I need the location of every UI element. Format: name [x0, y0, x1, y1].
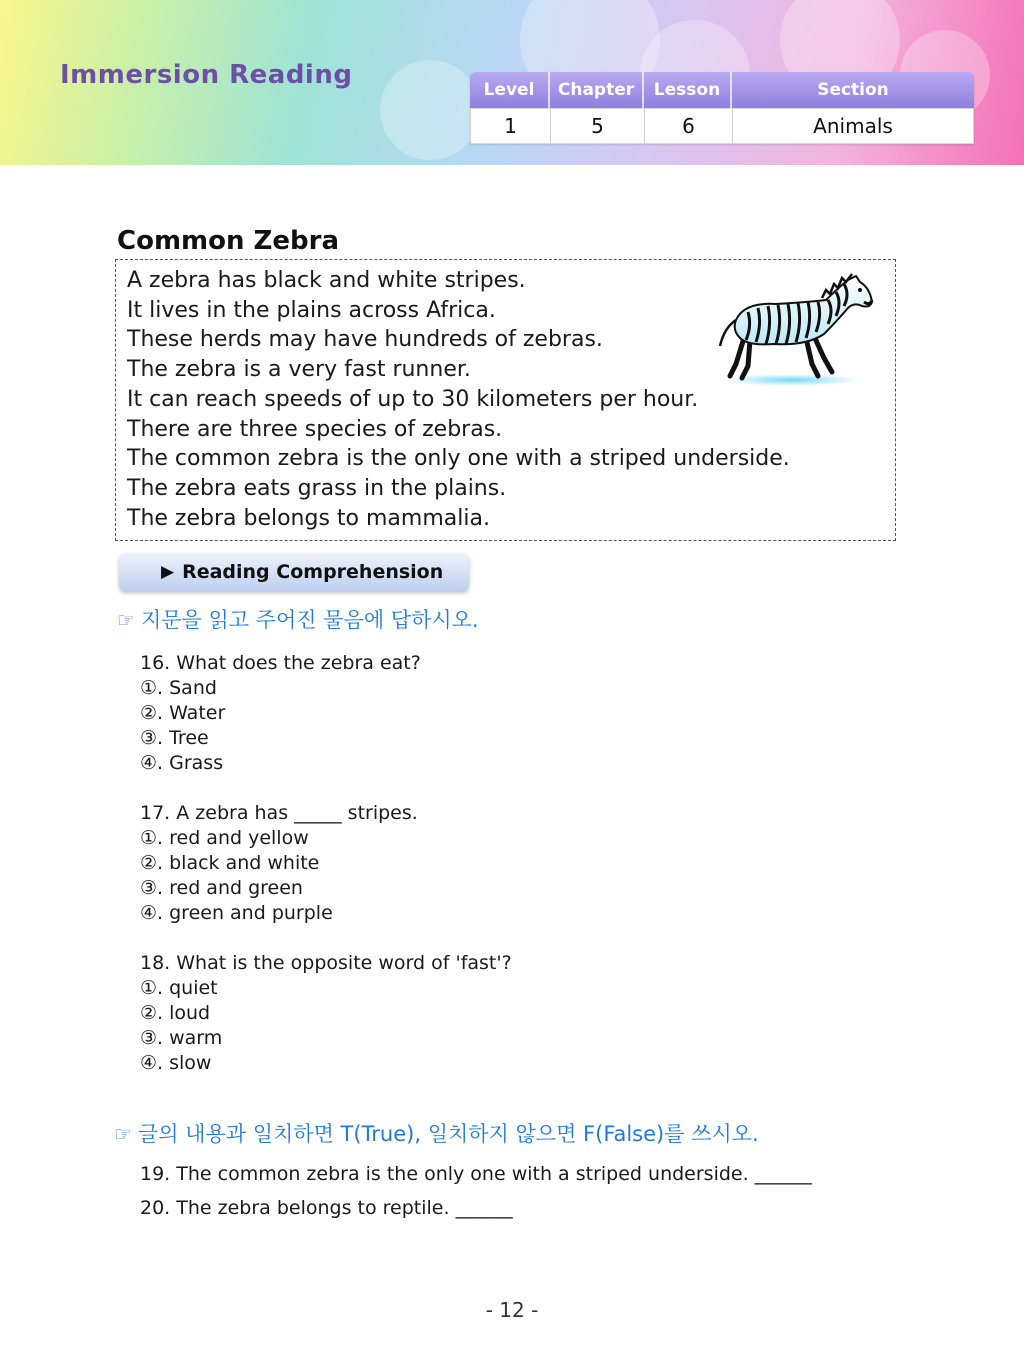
story-box: [115, 259, 896, 541]
decor-bubble: [380, 60, 480, 160]
instruction-true-false: [114, 1118, 759, 1148]
story-line: The common zebra is the only one with a striped underside.: [127, 446, 790, 472]
answer-option: ④. green and purple: [140, 902, 333, 924]
play-arrow-icon: ▶: [161, 562, 175, 582]
answer-option: ①. Sand: [140, 677, 217, 699]
page-number: - 12 -: [485, 1298, 539, 1322]
reading-comprehension-label: Reading Comprehension: [182, 561, 444, 583]
header-section: Section: [817, 80, 889, 100]
pointing-hand-icon: ☞: [117, 608, 135, 632]
question-block-17: [140, 801, 512, 926]
answer-option: ④. slow: [140, 1052, 212, 1074]
answer-option: ③. Tree: [140, 727, 209, 749]
story-line: The zebra is a very fast runner.: [127, 357, 471, 383]
instruction-text: 글의 내용과 일치하면 T(True), 일치하지 않으면 F(False)를 쓰시오.: [137, 1122, 759, 1146]
question-block-16: [140, 651, 512, 776]
true-false-question-19: 19. The common zebra is the only one with a striped underside. ______: [140, 1163, 812, 1185]
value-level: 1: [471, 109, 551, 143]
question-text: 18. What is the opposite word of 'fast'?: [140, 952, 512, 974]
reading-comprehension-button[interactable]: [119, 553, 469, 591]
story-line: These herds may have hundreds of zebras.: [127, 327, 603, 353]
header-chapter: Chapter: [550, 72, 644, 108]
story-text: [127, 266, 790, 533]
question-block-18: [140, 951, 512, 1076]
header-lesson: Lesson: [644, 72, 732, 108]
answer-option: ①. red and yellow: [140, 827, 309, 849]
lesson-info-header-row: [470, 72, 974, 108]
answer-option: ①. quiet: [140, 977, 218, 999]
story-line: A zebra has black and white stripes.: [127, 268, 526, 293]
app-title: Immersion Reading: [60, 60, 353, 90]
answer-option: ②. Water: [140, 702, 226, 724]
pointing-hand-icon: ☞: [114, 1122, 132, 1146]
value-chapter: 5: [551, 109, 645, 143]
story-line: The zebra belongs to mammalia.: [127, 505, 490, 531]
story-line: The zebra eats grass in the plains.: [127, 475, 507, 501]
zebra-illustration: [714, 272, 880, 390]
lesson-info-value-row: [470, 108, 974, 144]
answer-option: ②. loud: [140, 1002, 211, 1024]
question-list: [140, 651, 512, 1076]
lesson-info-table: [470, 72, 974, 144]
story-line: It can reach speeds of up to 30 kilometers per hour.: [127, 386, 699, 412]
value-lesson: 6: [645, 109, 733, 143]
story-line: It lives in the plains across Africa.: [127, 297, 496, 323]
header-banner: [0, 0, 1024, 165]
answer-option: ④. Grass: [140, 752, 224, 774]
header-level: Level: [470, 72, 550, 108]
story-title: Common Zebra: [117, 226, 340, 256]
instruction-text: 지문을 읽고 주어진 물음에 답하시오.: [140, 608, 479, 632]
value-section: Animals: [813, 114, 893, 138]
instruction-answer-questions: [117, 604, 479, 634]
question-text: 16. What does the zebra eat?: [140, 652, 421, 674]
story-line: There are three species of zebras.: [127, 416, 503, 442]
question-text: 17. A zebra has _____ stripes.: [140, 802, 418, 824]
true-false-question-20: 20. The zebra belongs to reptile. ______: [140, 1197, 513, 1219]
answer-option: ②. black and white: [140, 852, 320, 874]
answer-option: ③. warm: [140, 1027, 223, 1049]
answer-option: ③. red and green: [140, 877, 303, 899]
